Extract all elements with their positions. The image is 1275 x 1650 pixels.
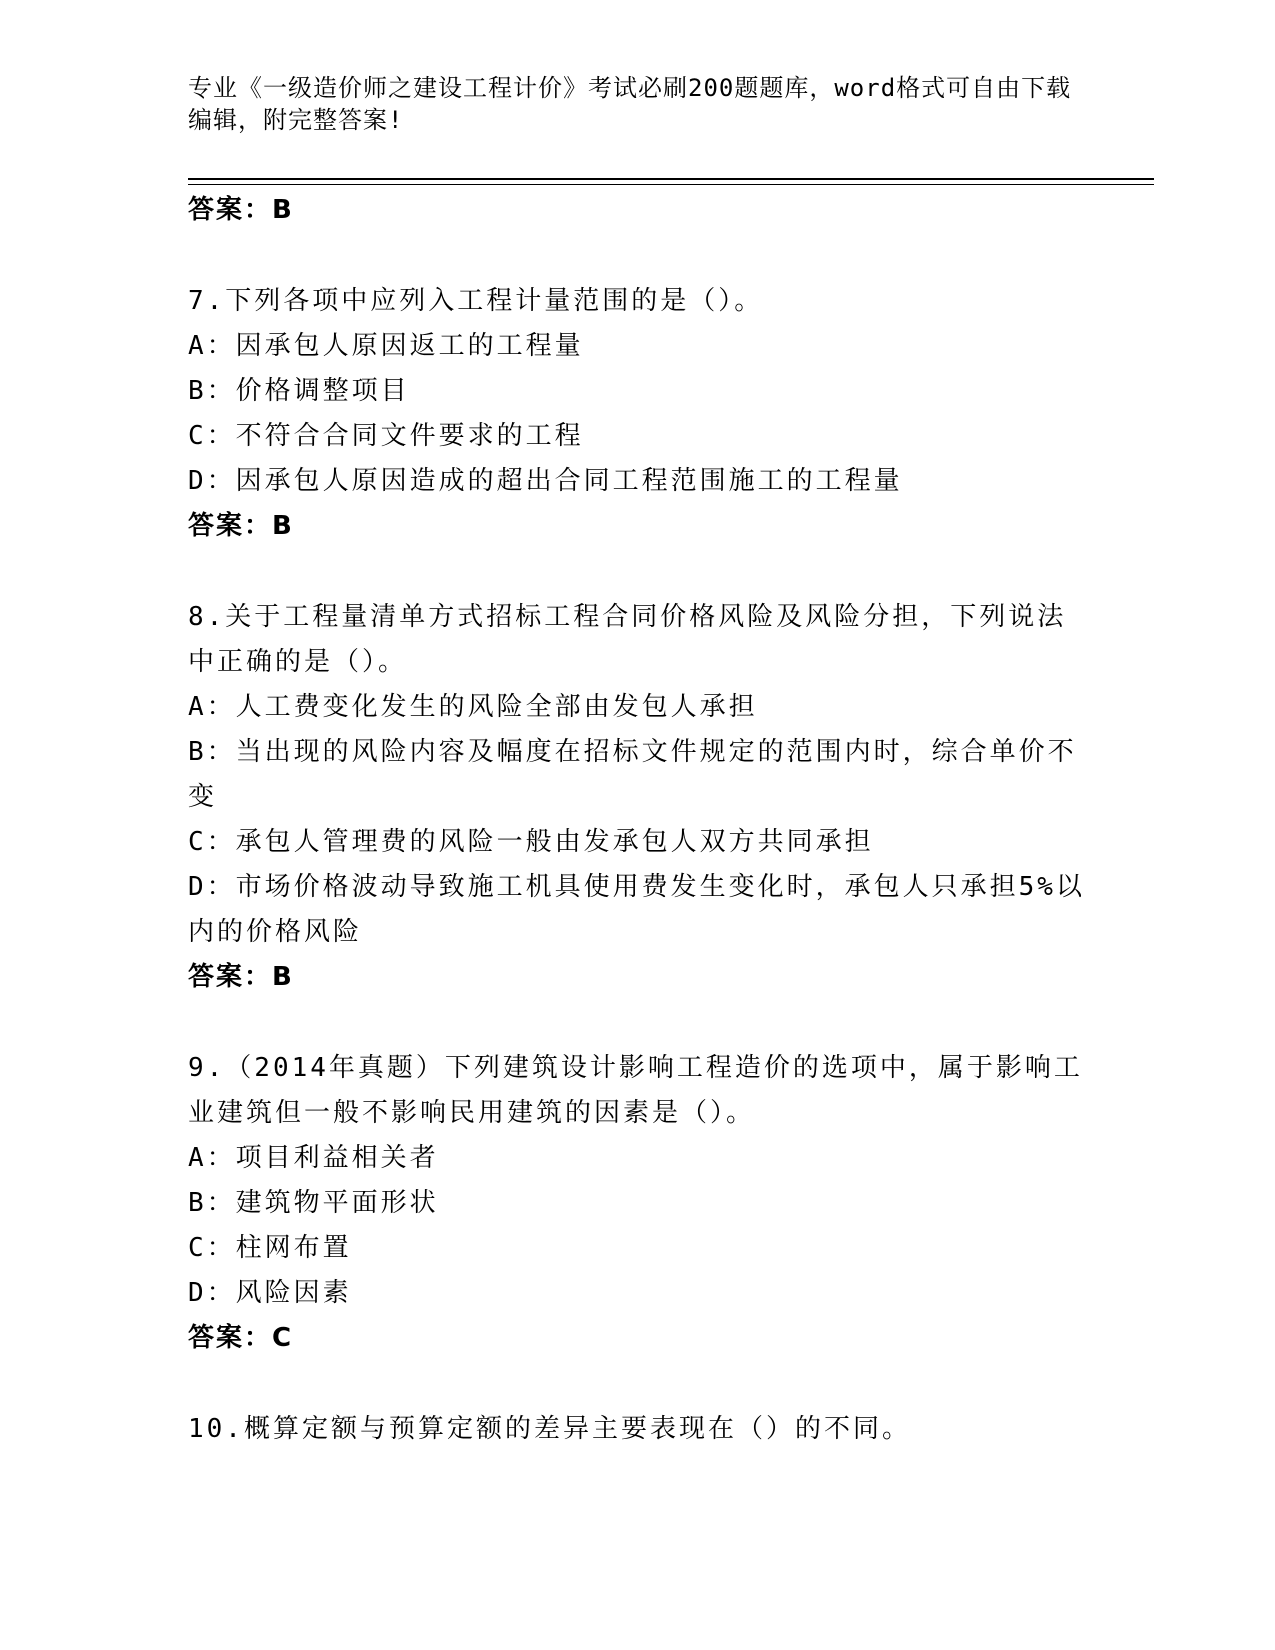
question-10 bbox=[188, 1407, 1088, 1452]
option-d: D：因承包人原因造成的超出合同工程范围施工的工程量 bbox=[188, 466, 903, 496]
option-b: B：建筑物平面形状 bbox=[188, 1188, 439, 1218]
question-list bbox=[188, 188, 1088, 1452]
option-d: D：风险因素 bbox=[188, 1278, 352, 1308]
question-stem-cont: 中正确的是（）。 bbox=[188, 647, 408, 677]
question-stem-cont: 业建筑但一般不影响民用建筑的因素是（）。 bbox=[188, 1098, 756, 1128]
question-7 bbox=[188, 279, 1088, 549]
option-c: C：承包人管理费的风险一般由发承包人双方共同承担 bbox=[188, 827, 874, 857]
option-b: B：当出现的风险内容及幅度在招标文件规定的范围内时，综合单价不 bbox=[188, 737, 1077, 767]
answer: 答案：B bbox=[188, 962, 294, 992]
spacer bbox=[188, 1000, 1088, 1046]
answer: 答案：C bbox=[188, 1323, 294, 1353]
option-c: C：不符合合同文件要求的工程 bbox=[188, 421, 584, 451]
header-line-1: 专业《一级造价师之建设工程计价》考试必刷200题题库，word格式可自由下载 bbox=[188, 74, 1072, 102]
spacer bbox=[188, 1361, 1088, 1407]
spacer bbox=[188, 233, 1088, 279]
answer: 答案：B bbox=[188, 511, 294, 541]
option-b: B：价格调整项目 bbox=[188, 376, 410, 406]
spacer bbox=[188, 549, 1088, 595]
option-a: A：项目利益相关者 bbox=[188, 1143, 439, 1173]
question-stem: 8.关于工程量清单方式招标工程合同价格风险及风险分担，下列说法 bbox=[188, 602, 1067, 632]
page-header bbox=[188, 72, 1088, 136]
option-b-cont: 变 bbox=[188, 782, 218, 812]
option-a: A：人工费变化发生的风险全部由发包人承担 bbox=[188, 692, 758, 722]
question-9 bbox=[188, 1046, 1088, 1361]
previous-answer: 答案：B bbox=[188, 195, 294, 225]
option-c: C：柱网布置 bbox=[188, 1233, 352, 1263]
option-d: D：市场价格波动导致施工机具使用费发生变化时，承包人只承担5%以 bbox=[188, 872, 1085, 902]
option-a: A：因承包人原因返工的工程量 bbox=[188, 331, 584, 361]
question-stem: 10.概算定额与预算定额的差异主要表现在（）的不同。 bbox=[188, 1414, 911, 1444]
option-d-cont: 内的价格风险 bbox=[188, 917, 363, 947]
header-line-2: 编辑，附完整答案! bbox=[188, 106, 404, 134]
question-stem: 9.（2014年真题）下列建筑设计影响工程造价的选项中，属于影响工 bbox=[188, 1053, 1083, 1083]
question-stem: 7.下列各项中应列入工程计量范围的是（）。 bbox=[188, 286, 764, 316]
question-8 bbox=[188, 595, 1088, 1000]
header-divider-thin bbox=[188, 184, 1154, 185]
header-divider-thick bbox=[188, 178, 1154, 180]
